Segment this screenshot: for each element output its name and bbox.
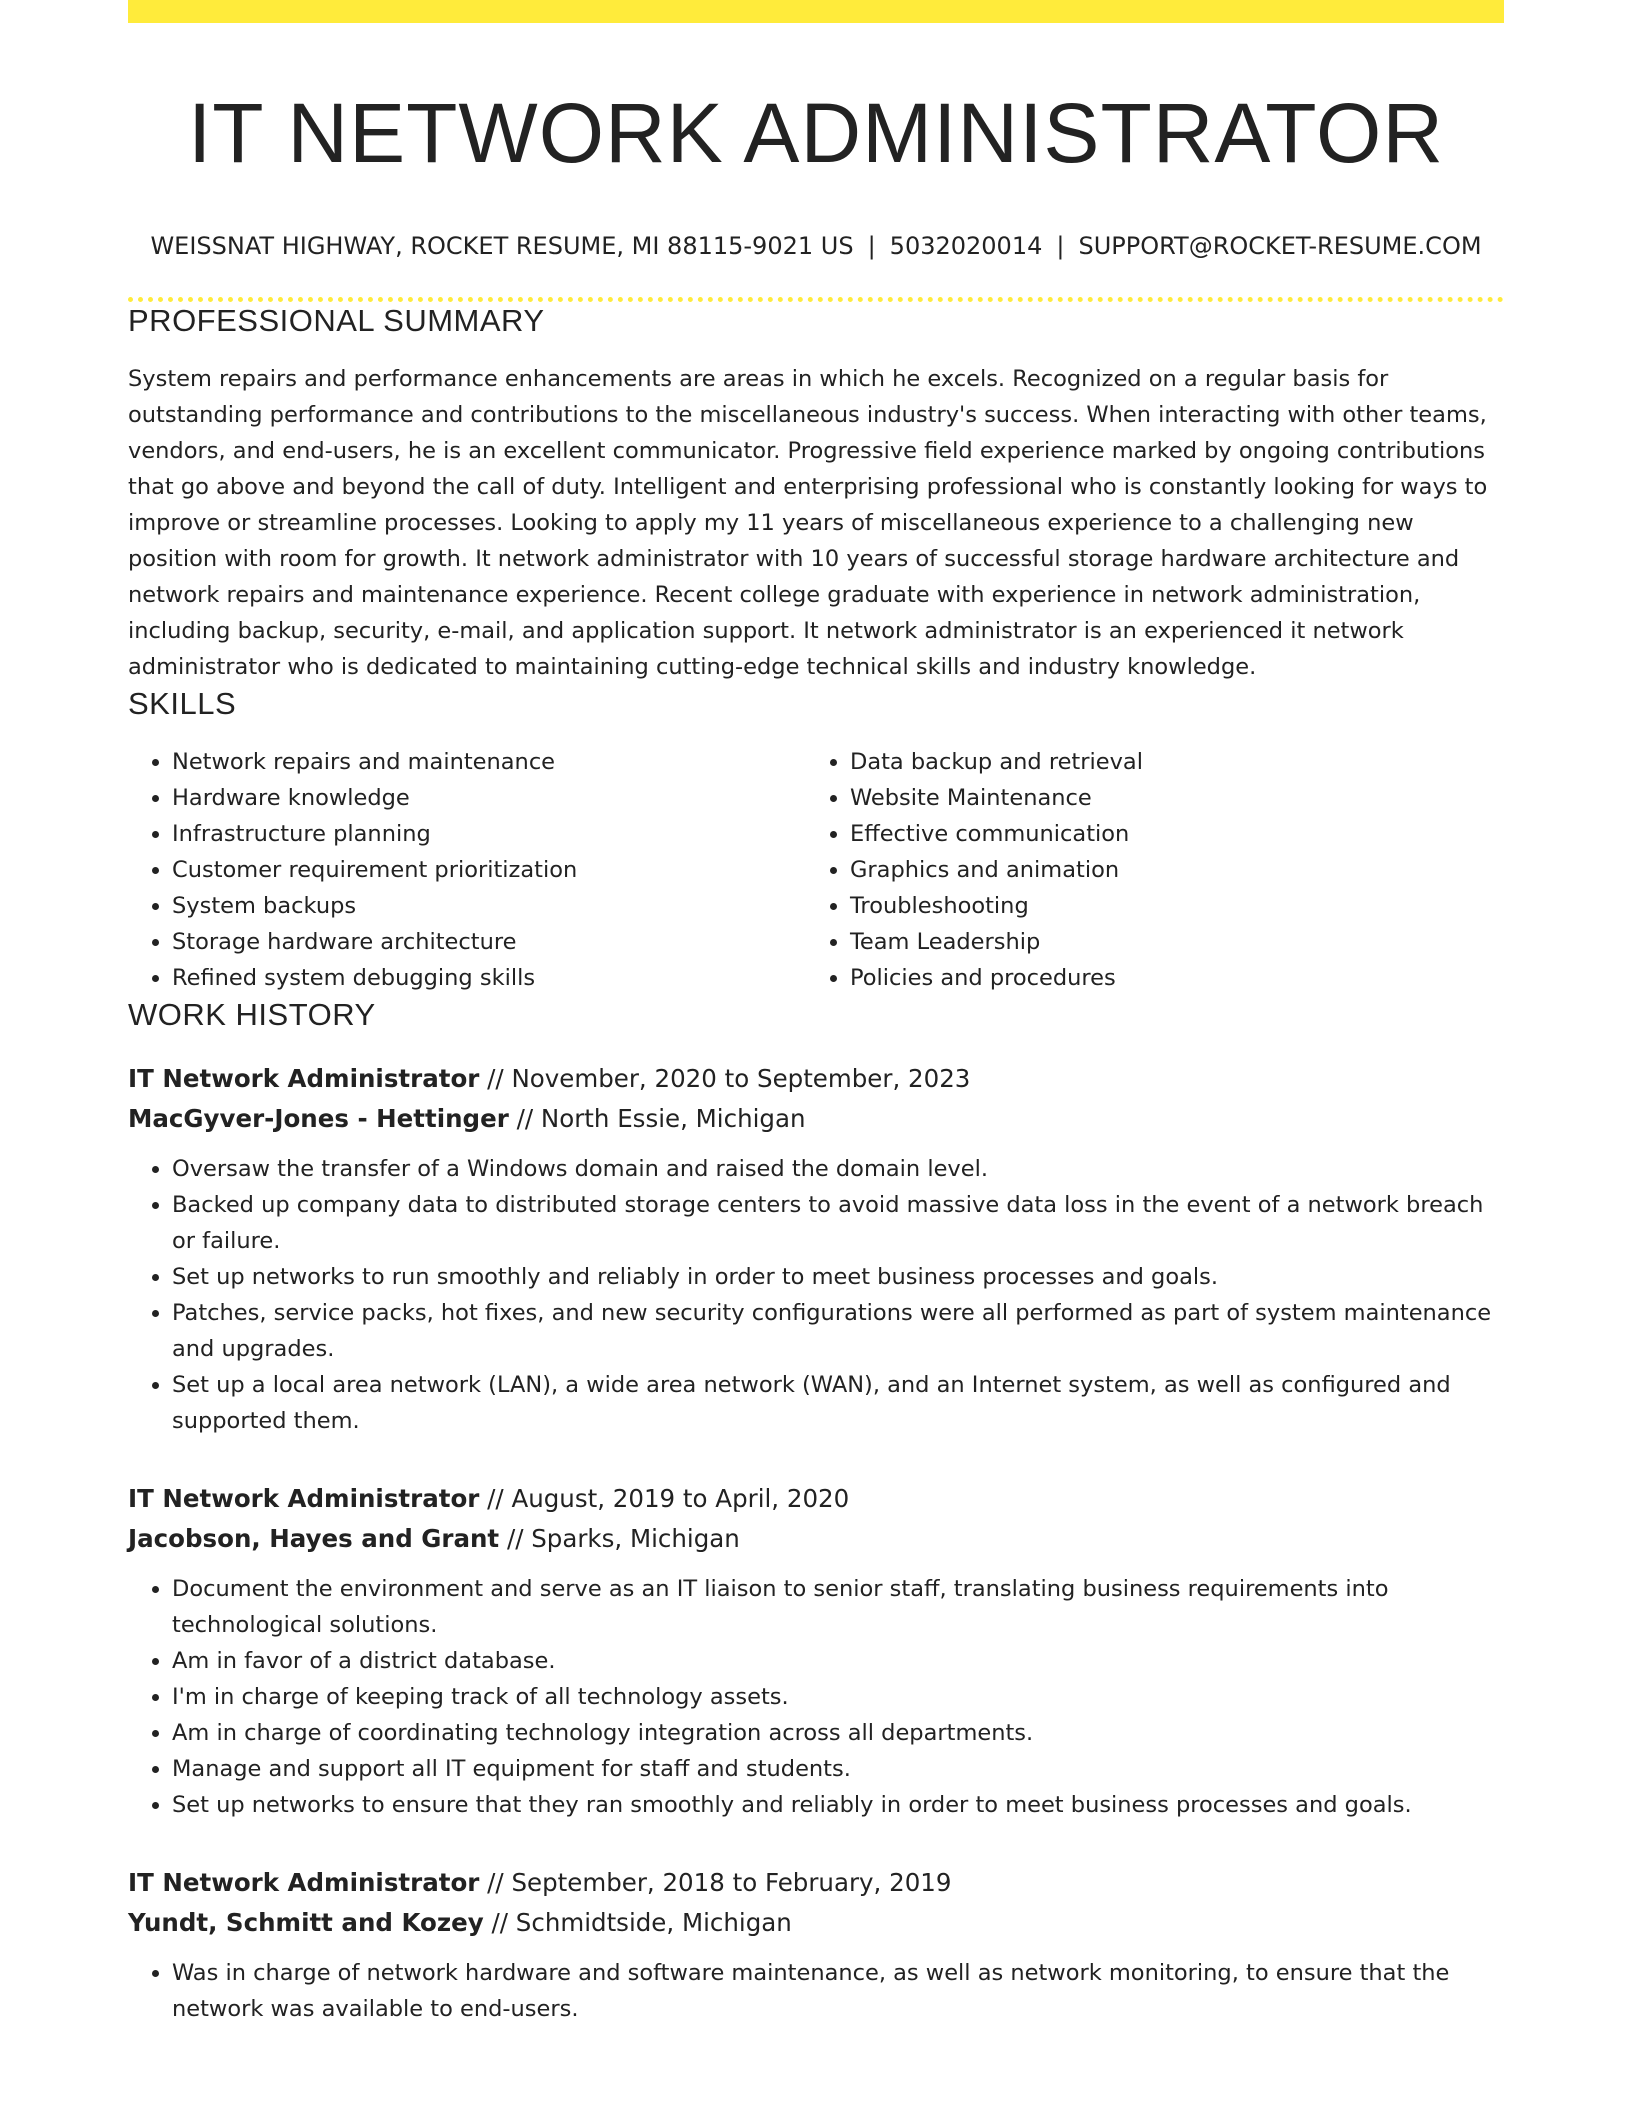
skills-heading: SKILLS	[128, 685, 237, 721]
job-entry	[128, 1863, 1504, 2027]
job-role-line	[128, 1479, 1504, 1519]
job-role: IT Network Administrator	[128, 1484, 480, 1514]
job-dates: // November, 2020 to September, 2023	[487, 1064, 971, 1094]
job-dates: // August, 2019 to April, 2020	[487, 1484, 850, 1514]
skill-item: • System backups	[172, 888, 806, 924]
job-company: Yundt, Schmitt and Kozey	[128, 1908, 484, 1938]
job-company-line	[128, 1903, 1504, 1943]
accent-top-bar	[128, 0, 1504, 23]
skills-column-right	[806, 744, 1484, 996]
job-role-line	[128, 1863, 1504, 1903]
job-dates: // September, 2018 to February, 2019	[487, 1868, 952, 1898]
job-bullet: • Am in charge of coordinating technology integration across all departments.	[172, 1715, 1504, 1751]
skills-column-left	[128, 744, 806, 996]
job-bullet: • Manage and support all IT equipment for staff and students.	[172, 1751, 1504, 1787]
job-location: // Schmidtside, Michigan	[491, 1908, 792, 1938]
summary-text: System repairs and performance enhancements are areas in which he excels. Recognized on a regular basis for outstanding performance and contributions to the miscellaneous industry's success. When interacting with other teams, vendors, and end-users, he is an excellent communicator. Progressive field experience marked by ongoing contributions that go above and beyond the call of duty. Intelligent and enterprising professional who is constantly looking for ways to improve or streamline processes. Looking to apply my 11 years of miscellaneous experience to a challenging new position with room for growth. It network administrator with 10 years of successful storage hardware architecture and network repairs and maintenance experience. Recent college graduate with experience in network administration, including backup, security, e-mail, and application support. It network administrator is an experienced it network administrator who is dedicated to maintaining cutting-edge technical skills and industry knowledge.	[128, 365, 1488, 680]
skill-item: • Infrastructure planning	[172, 816, 806, 852]
summary-heading: PROFESSIONAL SUMMARY	[128, 302, 545, 338]
job-role: IT Network Administrator	[128, 1064, 480, 1094]
job-location: // North Essie, Michigan	[516, 1104, 806, 1134]
job-company: MacGyver-Jones - Hettinger	[128, 1104, 509, 1134]
skill-item: • Customer requirement prioritization	[172, 852, 806, 888]
skill-item: • Effective communication	[850, 816, 1484, 852]
job-company-line	[128, 1099, 1504, 1139]
skill-item: • Refined system debugging skills	[172, 960, 806, 996]
contact-email[interactable]: SUPPORT@ROCKET-RESUME.COM	[1078, 231, 1482, 260]
contact-separator: |	[1056, 231, 1065, 260]
skill-item: • Hardware knowledge	[172, 780, 806, 816]
skill-item: • Storage hardware architecture	[172, 924, 806, 960]
job-bullet: • Oversaw the transfer of a Windows domain and raised the domain level.	[172, 1151, 1504, 1187]
skill-item: • Policies and procedures	[850, 960, 1484, 996]
job-company-line	[128, 1519, 1504, 1559]
job-entry	[128, 1059, 1504, 1439]
skill-item: • Network repairs and maintenance	[172, 744, 806, 780]
job-company: Jacobson, Hayes and Grant	[128, 1524, 500, 1554]
job-location: // Sparks, Michigan	[506, 1524, 740, 1554]
contact-separator: |	[867, 231, 876, 260]
contact-line	[128, 232, 1504, 261]
job-bullet: • Set up a local area network (LAN), a wide area network (WAN), and an Internet system, as well as configured and supported them.	[172, 1367, 1504, 1439]
job-bullet: • Backed up company data to distributed storage centers to avoid massive data loss in the event of a network breach or failure.	[172, 1187, 1504, 1259]
job-bullet: • Am in favor of a district database.	[172, 1643, 1504, 1679]
job-bullet: • Document the environment and serve as an IT liaison to senior staff, translating business requirements into technological solutions.	[172, 1571, 1504, 1643]
job-entry	[128, 1479, 1504, 1823]
job-role-line	[128, 1059, 1504, 1099]
job-bullet: • Patches, service packs, hot fixes, and new security configurations were all performed as part of system maintenance and upgrades.	[172, 1295, 1504, 1367]
resume-title: IT NETWORK ADMINISTRATOR	[187, 86, 1445, 180]
skill-item: • Data backup and retrieval	[850, 744, 1484, 780]
job-bullet: • Set up networks to run smoothly and reliably in order to meet business processes and goals.	[172, 1259, 1504, 1295]
job-bullet: • Set up networks to ensure that they ran smoothly and reliably in order to meet business processes and goals.	[172, 1787, 1504, 1823]
job-bullet: • Was in charge of network hardware and software maintenance, as well as network monitoring, to ensure that the network was available to end-users.	[172, 1955, 1504, 2027]
skill-item: • Team Leadership	[850, 924, 1484, 960]
skill-item: • Troubleshooting	[850, 888, 1484, 924]
contact-phone: 5032020014	[889, 231, 1043, 260]
skill-item: • Graphics and animation	[850, 852, 1484, 888]
skill-item: • Website Maintenance	[850, 780, 1484, 816]
job-role: IT Network Administrator	[128, 1868, 480, 1898]
job-bullet: • I'm in charge of keeping track of all technology assets.	[172, 1679, 1504, 1715]
resume-page	[128, 0, 1504, 2027]
skills-columns	[128, 744, 1504, 996]
work-history-heading: WORK HISTORY	[128, 996, 376, 1032]
contact-address: WEISSNAT HIGHWAY, ROCKET RESUME, MI 88115-9021 US	[150, 231, 854, 260]
